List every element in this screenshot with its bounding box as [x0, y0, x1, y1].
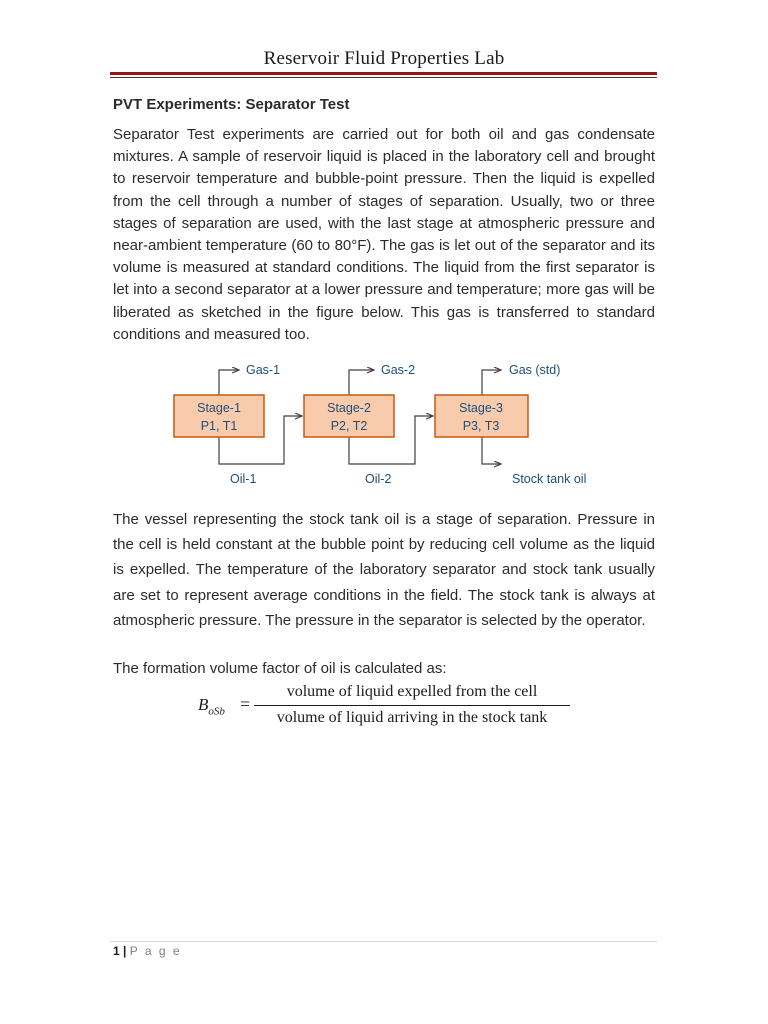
stage-3-conditions: P3, T3 [462, 419, 500, 433]
oil-2-label: Oil-2 [365, 472, 392, 486]
page-label: P a g e [129, 944, 182, 958]
intro-paragraph: Separator Test experiments are carried out for both oil and gas condensate mixtures. A sample of reservoir liquid is placed in the laboratory cell and brought to reservoir temperature and bubble-point pressure. Then the liquid is expelled from the cell through a number of stages of separation. Usually, two or three stages of separation are used, with the last stage at atmospheric pressure and near-ambient temperature (60 to 80°F). The gas is let out of the separator and its volume is measured at standard conditions. The liquid from the first separator is let into a second separator at a lower pressure and temperature; more gas will be liberated as sketched in the figure below. This gas is transferred to standard conditions and measured too. [113, 126, 655, 343]
footer-separator: | [123, 944, 127, 958]
stock-tank-label: Stock tank oil [512, 472, 587, 486]
stage-3-name: Stage-3 [459, 401, 503, 415]
bo-formula [198, 683, 578, 733]
formula-intro: The formation volume factor of oil is calculated as: [113, 660, 447, 677]
separator-diagram [160, 355, 620, 495]
stage-2-conditions: P2, T2 [330, 419, 368, 433]
section-heading: PVT Experiments: Separator Test [113, 96, 350, 113]
page-number: 1 [113, 944, 120, 958]
oil-1-label: Oil-1 [230, 472, 257, 486]
formula-numerator: volume of liquid expelled from the cell [286, 683, 538, 700]
formula-lhs [198, 695, 225, 717]
stage-1-name: Stage-1 [197, 401, 241, 415]
formula-symbol: B [198, 695, 209, 714]
stage-2-name: Stage-2 [327, 401, 371, 415]
stock-tank-line [482, 437, 500, 464]
formula-equals: = [240, 694, 251, 714]
header-rule [110, 72, 657, 75]
gas-std-label: Gas (std) [509, 363, 561, 377]
page-footer [113, 944, 182, 958]
header-rule-thin [110, 77, 657, 78]
stage-1-conditions: P1, T1 [200, 419, 238, 433]
formula-subscript: oSb [208, 705, 225, 718]
gas-std-line [482, 370, 500, 395]
gas-2-line [349, 370, 373, 395]
header-title: Reservoir Fluid Properties Lab [263, 48, 505, 69]
fraction-bar [254, 705, 570, 706]
gas-1-line [219, 370, 238, 395]
formula-denominator: volume of liquid arriving in the stock tank [276, 709, 548, 726]
gas-1-label: Gas-1 [246, 363, 281, 377]
stock-tank-paragraph: The vessel representing the stock tank oil is a stage of separation. Pressure in the cell is held constant at the bubble point by reducing cell volume as the liquid is expelled. The temperature of the laboratory separator and stock tank usually are set to represent average conditions in the field. The stock tank is always at atmospheric pressure. The pressure in the separator is selected by the operator. [113, 511, 655, 629]
footer-rule [110, 941, 657, 942]
gas-2-label: Gas-2 [381, 363, 416, 377]
